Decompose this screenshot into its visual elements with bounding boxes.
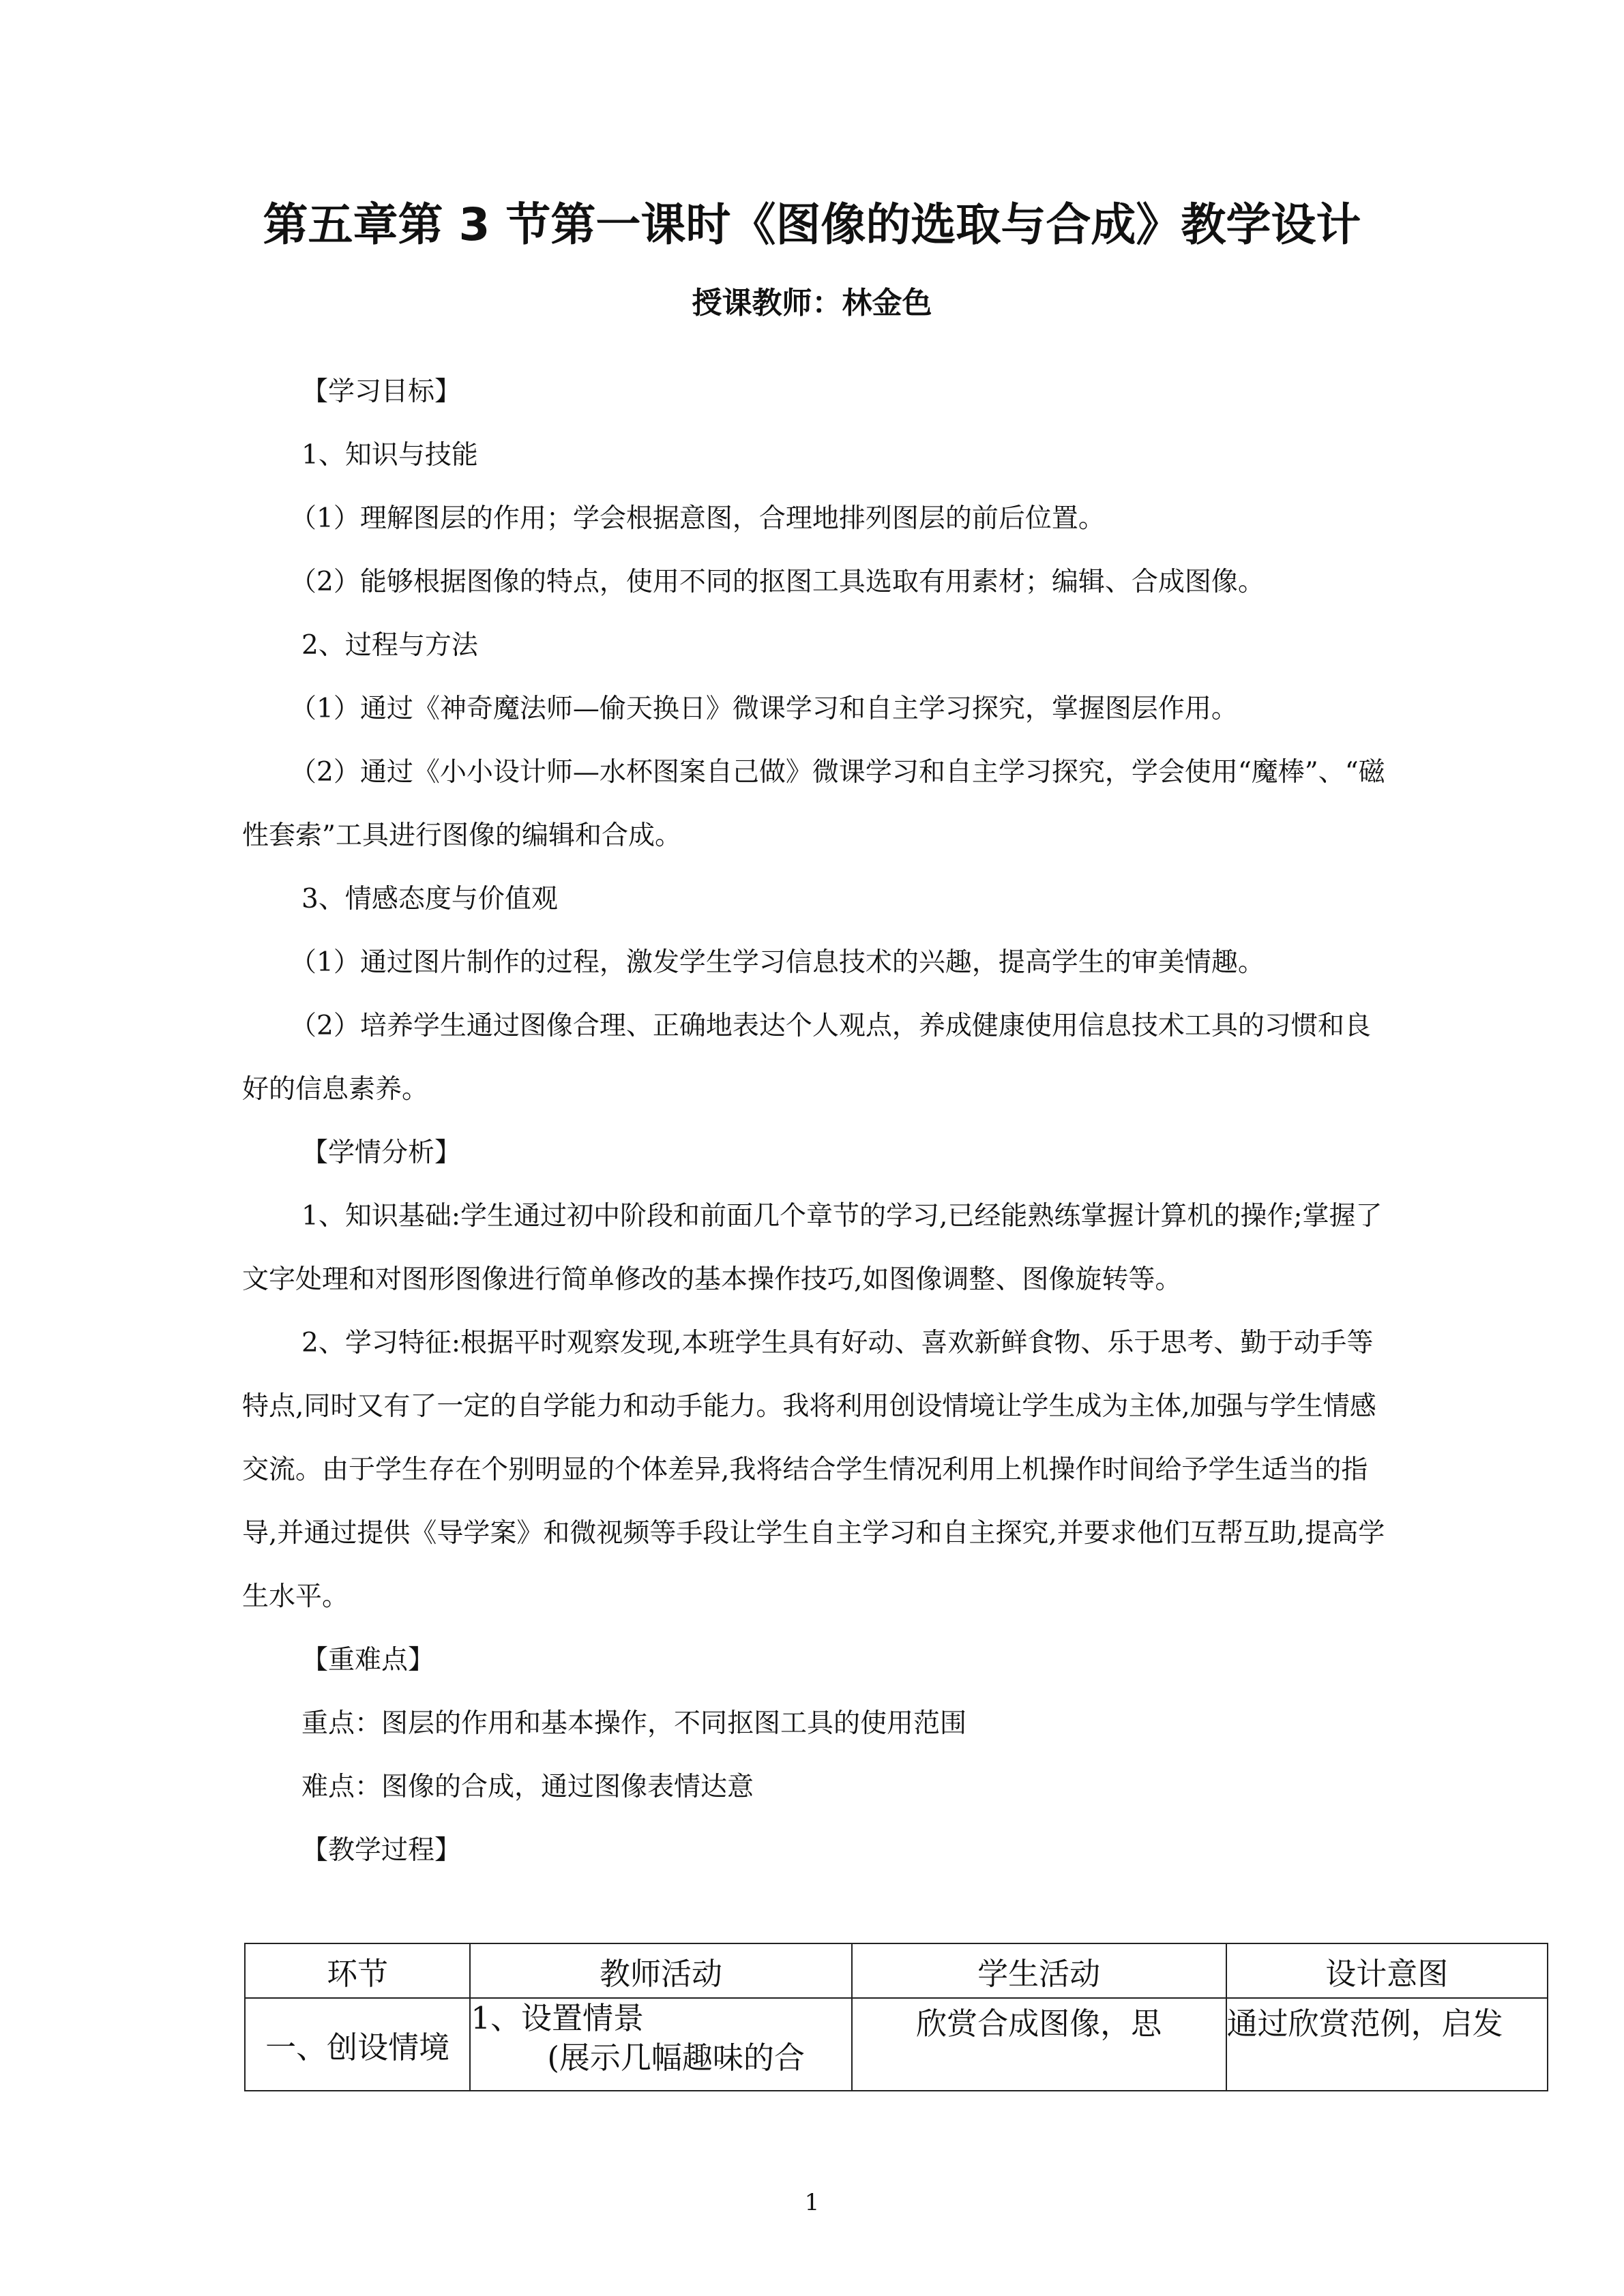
teacher-activity-line: 1、设置情景: [471, 2000, 644, 2036]
key-point: 重点：图层的作用和基本操作，不同抠图工具的使用范围: [301, 1708, 967, 1739]
objective-item: （1）理解图层的作用；学会根据意图，合理地排列图层的前后位置。: [290, 503, 1105, 534]
subheading-knowledge: 1、知识与技能: [301, 440, 478, 471]
teaching-process-table: [244, 1943, 1548, 2091]
teacher-activity-line: (展示几幅趣味的合: [547, 2040, 805, 2076]
objective-item: （2）通过《小小设计师—水杯图案自己做》微课学习和自主学习探究，学会使用“魔棒”、“磁性套索”工具进行图像的编辑和合成。: [242, 757, 1385, 851]
column-header: 教师活动: [470, 1943, 851, 1998]
subheading-process: 2、过程与方法: [301, 630, 478, 661]
teacher-activity-cell: [470, 1998, 851, 2091]
design-intent-cell: 通过欣赏范例，启发: [1226, 1998, 1548, 2091]
analysis-paragraph: 1、知识基础:学生通过初中阶段和前面几个章节的学习,已经能熟练掌握计算机的操作;掌握了文字处理和对图形图像进行简单修改的基本操作技巧,如图像调整、图像旋转等。: [242, 1201, 1383, 1295]
column-header: 设计意图: [1226, 1943, 1548, 1998]
page-number: 1: [804, 2189, 820, 2216]
column-header: 环节: [245, 1943, 470, 1998]
difficult-point: 难点：图像的合成，通过图像表情达意: [301, 1772, 754, 1802]
objective-item: （1）通过图片制作的过程，激发学生学习信息技术的兴趣，提高学生的审美情趣。: [290, 947, 1265, 978]
document-body: [242, 360, 1388, 1882]
stage-label: 一、创设情境: [265, 2029, 450, 2066]
stage-cell: [245, 1998, 470, 2091]
objective-item: （2）能够根据图像的特点，使用不同的抠图工具选取有用素材；编辑、合成图像。: [290, 567, 1265, 597]
subheading-attitude: 3、情感态度与价值观: [301, 884, 558, 914]
column-header: 学生活动: [852, 1943, 1226, 1998]
table-header-row: [245, 1943, 1548, 1998]
student-activity-cell: 欣赏合成图像，思: [852, 1998, 1226, 2091]
teacher-name: 授课教师：林金色: [692, 286, 932, 320]
section-heading-process: 【教学过程】: [301, 1835, 462, 1866]
objective-item: （1）通过《神奇魔法师—偷天换日》微课学习和自主学习探究，掌握图层作用。: [290, 694, 1238, 724]
document-title: 第五章第 3 节第一课时《图像的选取与合成》教学设计: [263, 198, 1361, 251]
section-heading-objectives: 【学习目标】: [301, 376, 462, 407]
section-heading-analysis: 【学情分析】: [301, 1137, 462, 1168]
section-heading-key-points: 【重难点】: [301, 1645, 435, 1675]
analysis-paragraph: 2、学习特征:根据平时观察发现,本班学生具有好动、喜欢新鲜食物、乐于思考、勤于动手等特点,同时又有了一定的自学能力和动手能力。我将利用创设情境让学生成为主体,加强与学生情感交流。由于学生存在个别明显的个体差异,我将结合学生情况利用上机操作时间给予学生适当的指导,并通过提供《导学案》和微视频等手段让学生自主学习和自主探究,并要求他们互帮互助,提高学生水平。: [242, 1328, 1385, 1612]
objective-item: （2）培养学生通过图像合理、正确地表达个人观点，养成健康使用信息技术工具的习惯和良好的信息素养。: [242, 1011, 1371, 1105]
table-row: [245, 1998, 1548, 2091]
